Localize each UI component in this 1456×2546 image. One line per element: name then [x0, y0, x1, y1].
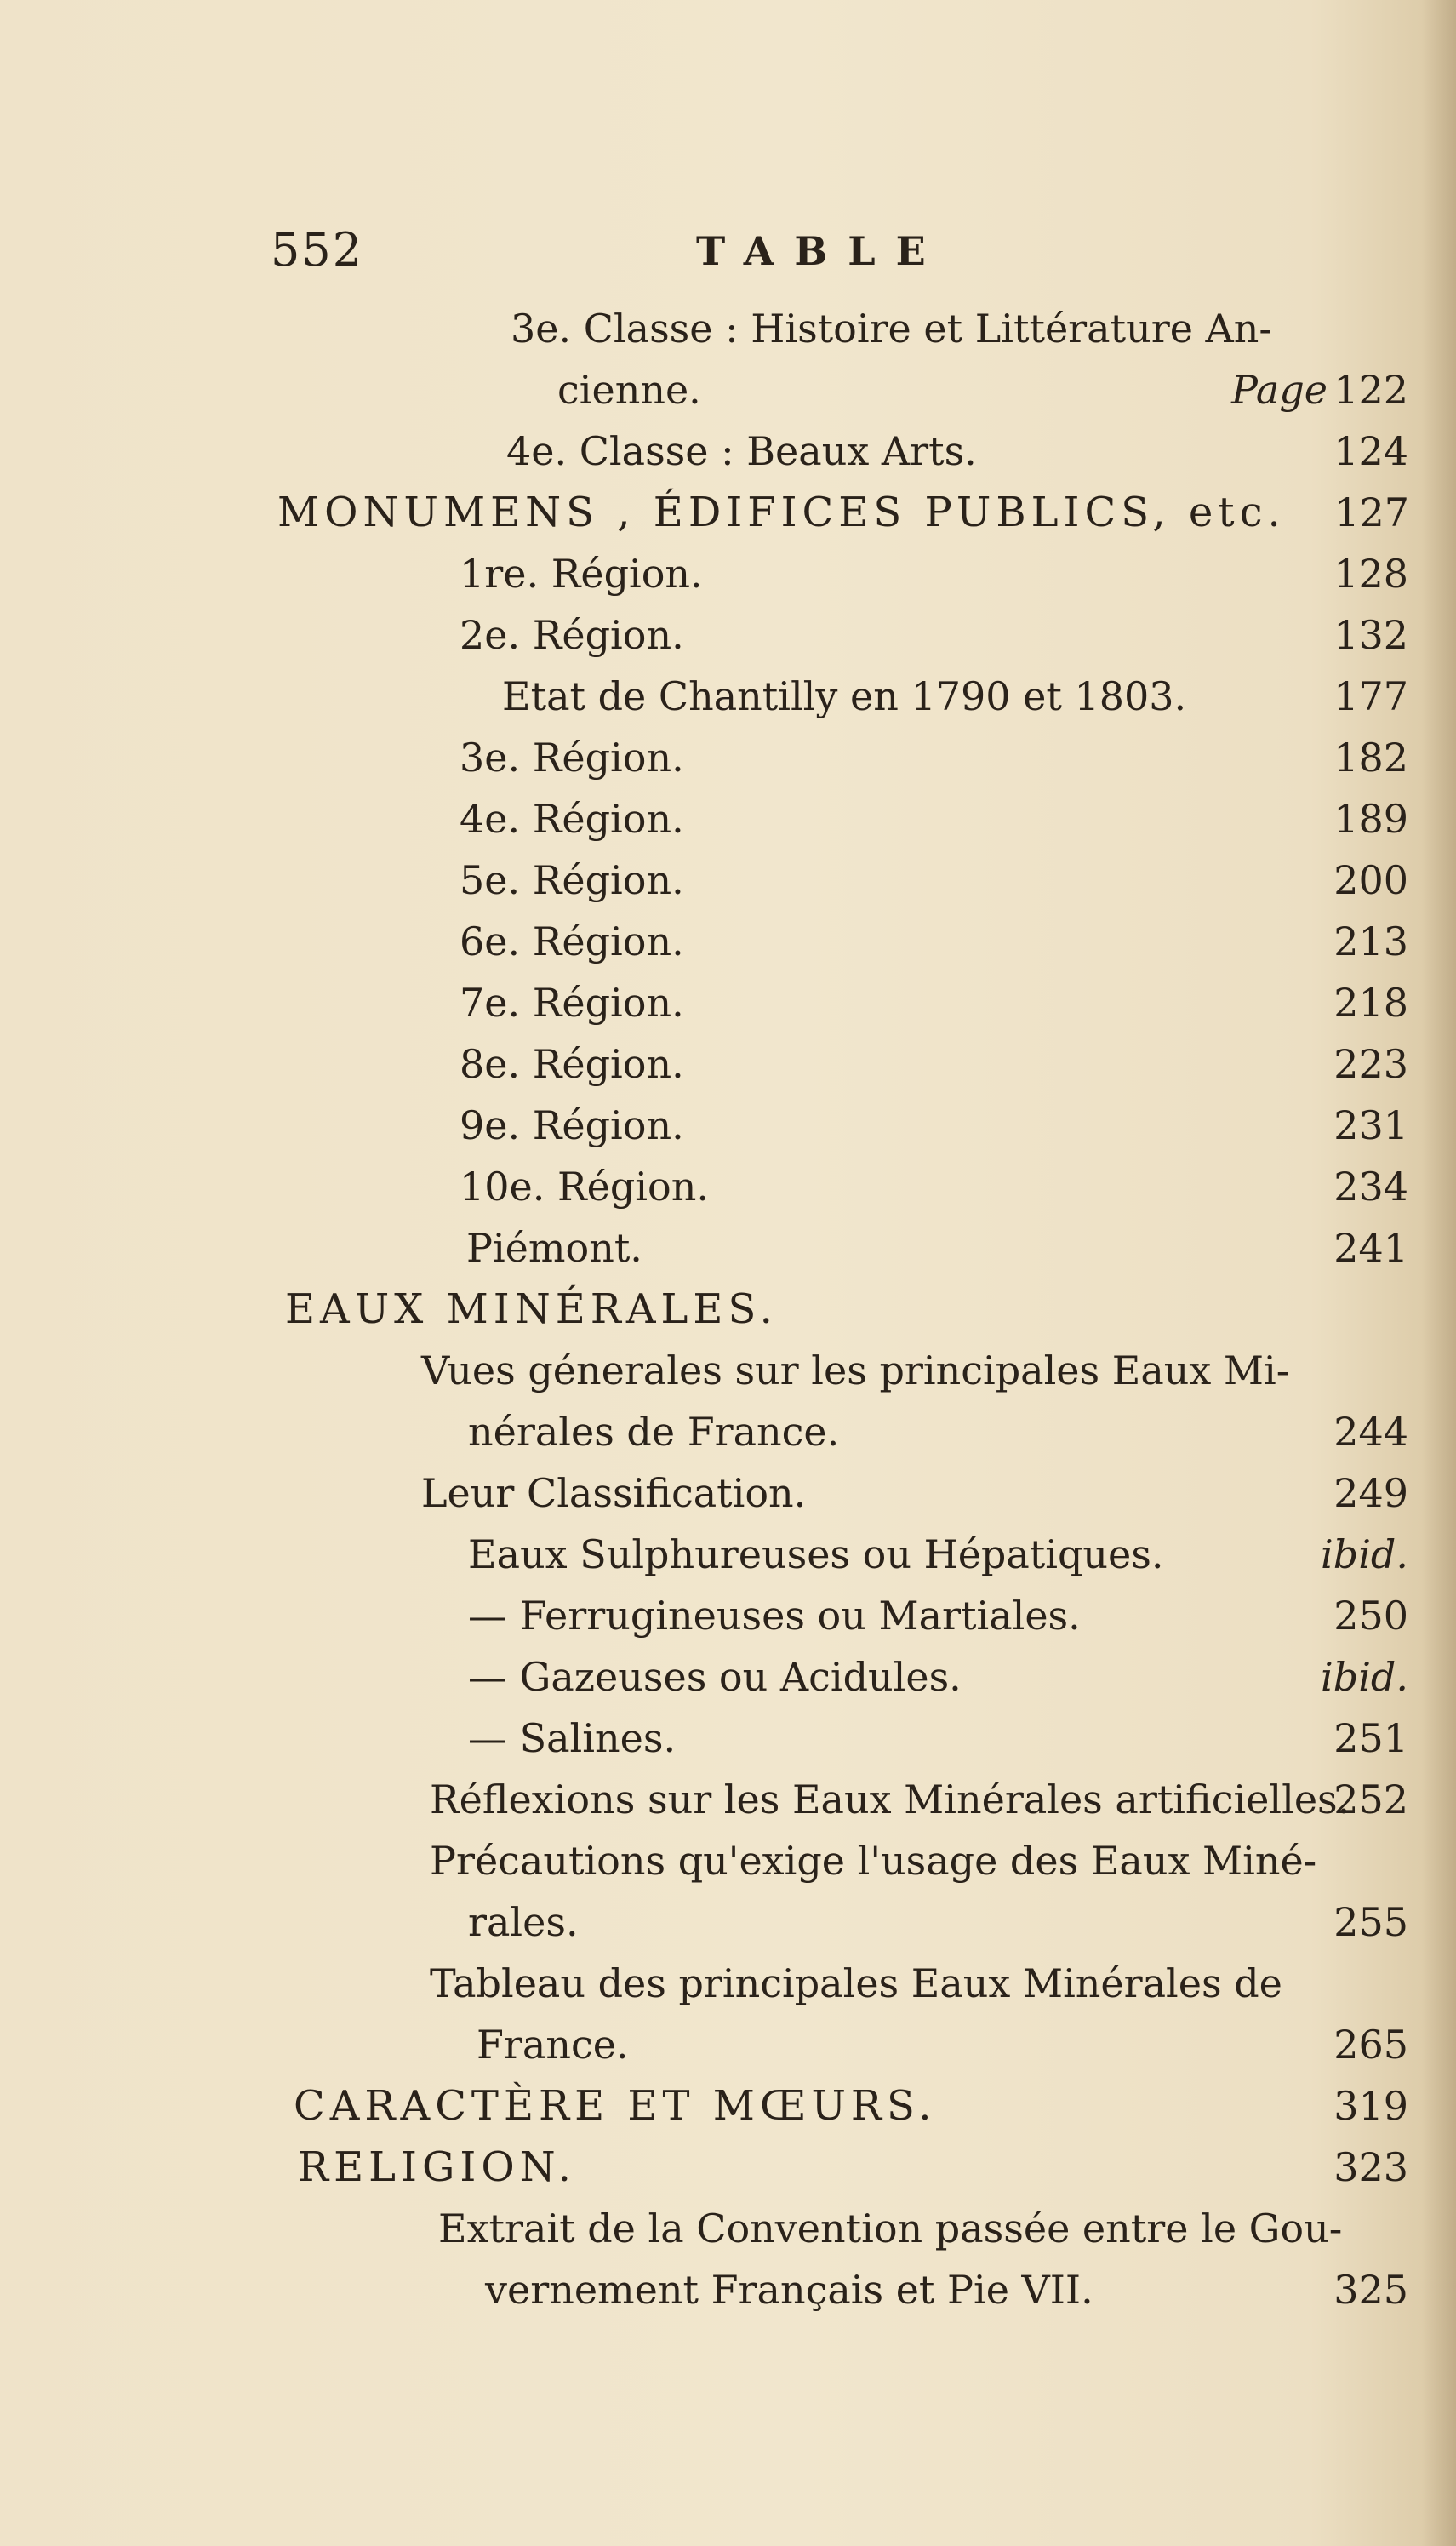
running-title: TABLE	[696, 228, 946, 274]
toc-entry-page: 244	[1333, 1409, 1408, 1455]
toc-entry	[468, 1401, 1408, 1462]
page-header	[271, 223, 1411, 291]
toc-entry	[460, 543, 1408, 604]
toc-entry-page: 189	[1333, 796, 1408, 842]
page-number: 552	[271, 223, 364, 277]
toc-entry	[460, 604, 1408, 666]
toc-entry-page: 127	[1334, 489, 1409, 535]
toc-entry-page: 218	[1333, 980, 1408, 1026]
toc-entry-label: EAUX MINÉRALES.	[285, 1285, 778, 1333]
toc-entry-page: 182	[1333, 735, 1408, 781]
toc-entry-page: ibid.	[1321, 1531, 1408, 1577]
toc-entry-label: vernement Français et Pie VII.	[485, 2267, 1093, 2313]
toc-entry-label: Leur Classification.	[421, 1470, 807, 1516]
toc-entry	[506, 421, 1408, 482]
toc-entry	[511, 298, 1310, 359]
toc-entry	[502, 666, 1408, 727]
toc-entry-page: 249	[1333, 1470, 1408, 1516]
toc-entry-page: 323	[1333, 2144, 1408, 2190]
toc-entry-page: 231	[1333, 1102, 1408, 1148]
toc-entry	[421, 1340, 1408, 1401]
toc-entry-label: France.	[477, 2022, 629, 2068]
toc-entry	[460, 911, 1408, 972]
toc-entry-page: 177	[1333, 673, 1408, 719]
toc-entry	[485, 2259, 1408, 2320]
toc-entry	[468, 1708, 1408, 1769]
toc-entry	[430, 1769, 1408, 1830]
toc-entry-page: 213	[1333, 918, 1408, 964]
toc-entry	[468, 1646, 1408, 1708]
toc-entry	[460, 1156, 1408, 1217]
toc-entry	[430, 1953, 1408, 2014]
toc-entry-page: 252	[1333, 1776, 1408, 1822]
toc-entry-page: 255	[1333, 1899, 1408, 1945]
toc-entry	[468, 1891, 1408, 1953]
toc-entry-label: — Ferrugineuses ou Martiales.	[468, 1593, 1081, 1639]
toc-entry-label: 5e. Région.	[460, 857, 684, 903]
toc-entry	[460, 850, 1408, 911]
toc-entry	[460, 788, 1408, 850]
toc-entry-label: Piémont.	[466, 1225, 642, 1271]
toc-entry-label: Extrait de la Convention passée entre le Gou-	[438, 2206, 1343, 2251]
toc-page-word: Page	[1231, 367, 1328, 413]
toc-entry-page: 265	[1333, 2022, 1408, 2068]
toc-entry	[430, 1830, 1408, 1891]
toc-entry-page: 200	[1333, 857, 1408, 903]
toc-entry-label: Eaux Sulphureuses ou Hépatiques.	[468, 1531, 1164, 1577]
toc-entry	[460, 727, 1408, 788]
toc-entry-page: 319	[1333, 2083, 1408, 2129]
toc-entry-label: 3e. Région.	[460, 735, 684, 781]
toc-entry-page: 128	[1333, 551, 1408, 597]
toc-entry-label: 4e. Région.	[460, 796, 684, 842]
toc-entry-label: 10e. Région.	[460, 1164, 709, 1210]
toc-entry-label: — Salines.	[468, 1715, 677, 1761]
toc-entry	[421, 1462, 1408, 1524]
toc-entry-label: 7e. Région.	[460, 980, 684, 1026]
toc-entry-label: Etat de Chantilly en 1790 et 1803.	[502, 673, 1187, 719]
toc-entry-page: 124	[1333, 428, 1408, 474]
toc-entry-label: Réflexions sur les Eaux Minérales artificielles.	[430, 1776, 1350, 1822]
toc-entry-label: rales.	[468, 1899, 579, 1945]
toc-entry-page: 325	[1333, 2267, 1408, 2313]
toc-entry-label: 9e. Région.	[460, 1102, 684, 1148]
toc-section-heading	[277, 482, 1409, 543]
toc-entry-label: — Gazeuses ou Acidules.	[468, 1654, 962, 1700]
toc-entry-page: 251	[1333, 1715, 1408, 1761]
toc-entry-page: 132	[1333, 612, 1408, 658]
toc-entry-label: cienne.	[557, 367, 701, 413]
toc-entry-label: 6e. Région.	[460, 918, 684, 964]
toc-entry-label: MONUMENS , ÉDIFICES PUBLICS, etc.	[277, 489, 1286, 536]
toc-entry-label: 1re. Région.	[460, 551, 703, 597]
toc-entry-label: Précautions qu'exige l'usage des Eaux Miné-	[430, 1838, 1317, 1884]
page-edge-shadow	[1422, 0, 1456, 2546]
toc-entry-label: 4e. Classe : Beaux Arts.	[506, 428, 977, 474]
toc-entry-label: 2e. Région.	[460, 612, 684, 658]
toc-entry-page: 250	[1333, 1593, 1408, 1639]
toc-entry-label: Vues génerales sur les principales Eaux Mi-	[421, 1347, 1290, 1393]
toc-entry-page: 223	[1333, 1041, 1408, 1087]
toc-entry-page: 241	[1333, 1225, 1408, 1271]
toc-entry	[468, 1524, 1408, 1585]
toc-section-heading	[285, 1279, 1408, 1340]
toc-entry-label: CARACTÈRE ET MŒURS.	[294, 2082, 937, 2130]
toc-entry	[460, 972, 1408, 1033]
toc-entry	[557, 359, 1408, 421]
toc-section-heading	[294, 2075, 1408, 2137]
toc-entry-label: 3e. Classe : Histoire et Littérature An-	[511, 306, 1272, 352]
toc-entry-label: nérales de France.	[468, 1409, 840, 1455]
toc-entry	[460, 1033, 1408, 1095]
toc-entry-label: 8e. Région.	[460, 1041, 684, 1087]
toc-entry-page: 122	[1333, 367, 1408, 413]
toc-entry-page: 234	[1333, 1164, 1408, 1210]
toc-entry	[438, 2198, 1408, 2259]
toc-entry	[477, 2014, 1408, 2075]
toc-entry	[466, 1217, 1408, 1279]
toc-entry	[460, 1095, 1408, 1156]
toc-entry-label: RELIGION.	[298, 2143, 576, 2191]
toc-section-heading	[298, 2137, 1408, 2198]
toc-entry-page: ibid.	[1321, 1654, 1408, 1700]
toc-entry	[468, 1585, 1408, 1646]
toc-entry-label: Tableau des principales Eaux Minérales de	[430, 1960, 1282, 2006]
